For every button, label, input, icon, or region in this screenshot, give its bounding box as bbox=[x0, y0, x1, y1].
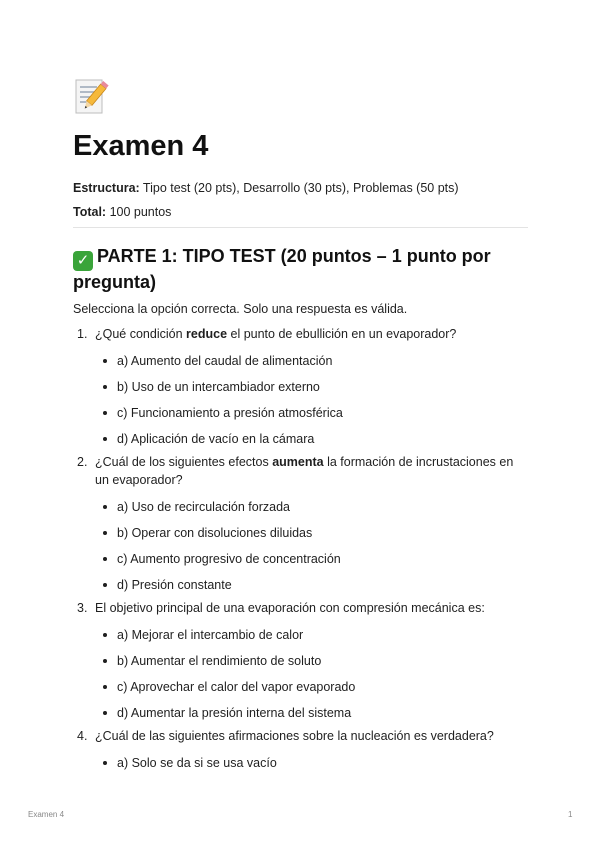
question-item bbox=[73, 727, 528, 771]
question-emphasis: reduce bbox=[186, 327, 228, 341]
answer-option bbox=[95, 353, 528, 369]
answer-option bbox=[95, 525, 528, 541]
answer-option bbox=[95, 577, 528, 593]
bullet-icon bbox=[103, 583, 107, 587]
question-number: 4. bbox=[77, 729, 88, 743]
question-text bbox=[95, 453, 528, 489]
structure-line bbox=[73, 180, 528, 196]
question-emphasis: aumenta bbox=[272, 455, 324, 469]
question-text bbox=[95, 727, 528, 745]
bullet-icon bbox=[103, 385, 107, 389]
answer-option bbox=[95, 653, 528, 669]
bullet-icon bbox=[103, 633, 107, 637]
footer-title: Examen 4 bbox=[28, 810, 65, 819]
question-list bbox=[73, 325, 528, 771]
answer-option bbox=[95, 627, 528, 643]
answer-option-label: b) Operar con disoluciones diluidas bbox=[117, 526, 313, 540]
question-number: 3. bbox=[77, 601, 88, 615]
question-number: 2. bbox=[77, 455, 88, 469]
bullet-icon bbox=[103, 685, 107, 689]
answer-option-label: b) Uso de un intercambiador externo bbox=[117, 380, 320, 394]
check-mark-button-icon: ✓ bbox=[73, 251, 93, 271]
question-text-start: ¿Cuál de los siguientes efectos bbox=[95, 455, 273, 469]
bullet-icon bbox=[103, 557, 107, 561]
bullet-icon bbox=[103, 437, 107, 441]
total-value: 100 puntos bbox=[106, 205, 172, 219]
document-page bbox=[73, 78, 528, 771]
bullet-icon bbox=[103, 505, 107, 509]
answer-option bbox=[95, 499, 528, 515]
answer-option-label: a) Solo se da si se usa vacío bbox=[117, 756, 277, 770]
bullet-icon bbox=[103, 711, 107, 715]
question-text bbox=[95, 325, 528, 343]
section-intro: Selecciona la opción correcta. Solo una respuesta es válida. bbox=[73, 302, 408, 316]
question-text-end: el punto de ebullición en un evaporador? bbox=[227, 327, 457, 341]
page-title: Examen 4 bbox=[73, 130, 209, 162]
section-heading bbox=[73, 245, 528, 293]
total-label: Total: bbox=[73, 205, 107, 219]
divider bbox=[73, 227, 528, 228]
option-list bbox=[95, 627, 528, 721]
answer-option-label: c) Funcionamiento a presión atmosférica bbox=[117, 406, 343, 420]
option-list bbox=[95, 499, 528, 593]
answer-option bbox=[95, 431, 528, 447]
structure-label: Estructura: bbox=[73, 181, 140, 195]
question-text-start: El objetivo principal de una evaporación con compresión mecánica es: bbox=[95, 601, 485, 615]
answer-option-label: d) Aumentar la presión interna del sistema bbox=[117, 706, 352, 720]
option-list bbox=[95, 755, 528, 771]
answer-option bbox=[95, 405, 528, 421]
answer-option bbox=[95, 705, 528, 721]
bullet-icon bbox=[103, 531, 107, 535]
answer-option bbox=[95, 755, 528, 771]
answer-option-label: d) Presión constante bbox=[117, 578, 232, 592]
bullet-icon bbox=[103, 761, 107, 765]
answer-option bbox=[95, 679, 528, 695]
answer-option-label: d) Aplicación de vacío en la cámara bbox=[117, 432, 315, 446]
answer-option bbox=[95, 551, 528, 567]
memo-pencil-icon bbox=[73, 78, 111, 118]
structure-value: Tipo test (20 pts), Desarrollo (30 pts), Problemas (50 pts) bbox=[139, 181, 459, 195]
question-item bbox=[73, 599, 528, 721]
question-item bbox=[73, 325, 528, 447]
answer-option-label: a) Uso de recirculación forzada bbox=[117, 500, 290, 514]
answer-option-label: a) Mejorar el intercambio de calor bbox=[117, 628, 304, 642]
question-text-start: ¿Qué condición bbox=[95, 327, 187, 341]
page-number: 1 bbox=[568, 810, 573, 819]
bullet-icon bbox=[103, 411, 107, 415]
option-list bbox=[95, 353, 528, 447]
answer-option bbox=[95, 379, 528, 395]
question-text bbox=[95, 599, 528, 617]
section-heading-text: PARTE 1: TIPO TEST (20 puntos – 1 punto por pregunta) bbox=[73, 246, 491, 292]
question-text-end: la formación de incrustaciones en un evaporador? bbox=[95, 455, 514, 487]
answer-option-label: a) Aumento del caudal de alimentación bbox=[117, 354, 333, 368]
answer-option-label: c) Aprovechar el calor del vapor evaporado bbox=[117, 680, 356, 694]
question-text-start: ¿Cuál de las siguientes afirmaciones sobre la nucleación es verdadera? bbox=[95, 729, 494, 743]
total-line bbox=[73, 204, 528, 220]
answer-option-label: c) Aumento progresivo de concentración bbox=[117, 552, 341, 566]
question-item bbox=[73, 453, 528, 593]
question-number: 1. bbox=[77, 327, 88, 341]
bullet-icon bbox=[103, 359, 107, 363]
answer-option-label: b) Aumentar el rendimiento de soluto bbox=[117, 654, 322, 668]
bullet-icon bbox=[103, 659, 107, 663]
